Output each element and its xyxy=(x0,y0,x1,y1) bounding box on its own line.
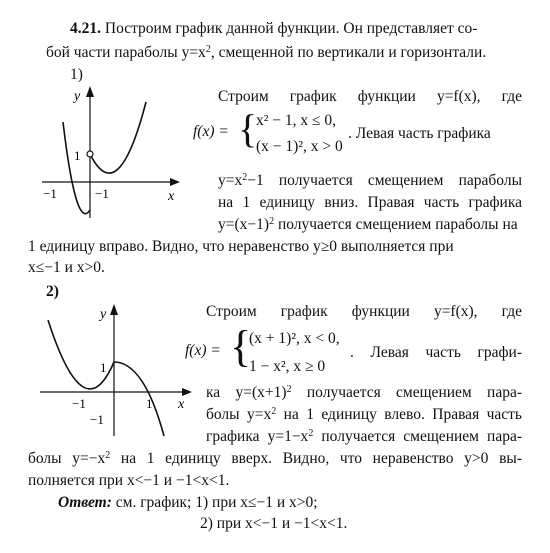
part2-formula-lhs: f(x) = xyxy=(185,342,221,359)
part2-case-1: (x + 1)², x < 0, xyxy=(249,330,340,347)
part1-graph xyxy=(40,82,190,222)
answer-line-2: 2) при x<−1 и −1<x<1. xyxy=(200,515,348,532)
part2-formula-tail: . Левая часть графи- xyxy=(350,344,522,361)
part1-y-arrow-icon xyxy=(86,86,94,97)
part1-case-1: x² − 1, x ≤ 0, xyxy=(256,112,337,129)
part1-line-1: Строим график функции y=f(x), где xyxy=(218,88,522,105)
part2-tick-neg1-y: −1 xyxy=(90,412,104,427)
part2-line-5: графика $y=1-x^2$ получается смещением пара- xyxy=(206,428,523,445)
part2-line-4: болы $y=x^2$ на 1 единицу влево. Правая часть xyxy=(206,406,522,423)
part2-tick-neg1-x: −1 xyxy=(72,396,86,411)
part2-line-3: ка $y=(x+1)^2$ получается смещением пара- xyxy=(206,384,523,401)
part1-line-5: $y=(x-1)^2$ получается смещением параболы на xyxy=(218,216,518,233)
part1-tick-neg1-y: −1 xyxy=(95,186,109,201)
part2-y-arrow-icon xyxy=(110,304,118,315)
part2-curve-left xyxy=(48,320,114,389)
answer-line-1: Ответ: см. график; 1) при x≤−1 и x>0; xyxy=(58,494,318,511)
part1-line-4: на 1 единицу вниз. Правая часть графика xyxy=(218,194,522,211)
part2-tick-1-y: 1 xyxy=(100,360,107,375)
part1-y-label: y xyxy=(74,89,81,104)
part2-line-7: полняется при x<−1 и −1<x<1. xyxy=(28,472,230,489)
part1-label: 1) xyxy=(70,66,83,83)
part1-case-2: (x − 1)², x > 0 xyxy=(256,138,343,155)
part1-tick-1-y: 1 xyxy=(74,148,81,163)
part2-line-1: Строим график функции y=f(x), где xyxy=(206,303,522,320)
part2-label: 2) xyxy=(46,283,59,300)
part2-curve-right xyxy=(114,362,164,436)
part1-brace-icon: { xyxy=(238,106,258,151)
part2-x-label: x xyxy=(178,397,185,412)
part1-line-6: 1 единицу вправо. Видно, что неравенство y≥0 выполняется при xyxy=(28,238,454,255)
part2-x-arrow-icon xyxy=(182,388,192,396)
answer-label: Ответ: xyxy=(58,494,112,511)
problem-line-1: 4.21. Построим график данной функции. Он представляет со- xyxy=(70,20,478,37)
part1-formula-lhs: f(x) = xyxy=(193,123,229,140)
part2-tick-1-x: 1 xyxy=(146,396,153,411)
part2-case-2: 1 − x², x ≥ 0 xyxy=(249,358,326,375)
part1-x-label: x xyxy=(168,189,175,204)
part2-brace-icon: { xyxy=(230,322,252,371)
part1-x-arrow-icon xyxy=(170,178,180,186)
part1-curve-right xyxy=(90,102,146,173)
part2-graph xyxy=(38,300,198,440)
part1-tick-neg1-x: −1 xyxy=(43,186,57,201)
part2-line-6: болы $y=-x^2$ на 1 единицу вверх. Видно, что неравенство y>0 вы- xyxy=(28,450,522,467)
part1-open-point xyxy=(87,151,93,157)
part1-line-7: x≤−1 и x>0. xyxy=(28,259,105,276)
problem-number: 4.21. xyxy=(70,20,101,37)
part1-curve-left xyxy=(63,122,90,214)
problem-line-2: бой части параболы $y=x^2$, смещенной по вертикали и горизонтали. xyxy=(46,44,487,61)
part2-y-label: y xyxy=(100,307,107,322)
part1-line-3: $y=x^2-1$ получается смещением параболы xyxy=(218,172,522,189)
part1-formula-tail: . Левая часть графика xyxy=(348,125,491,142)
